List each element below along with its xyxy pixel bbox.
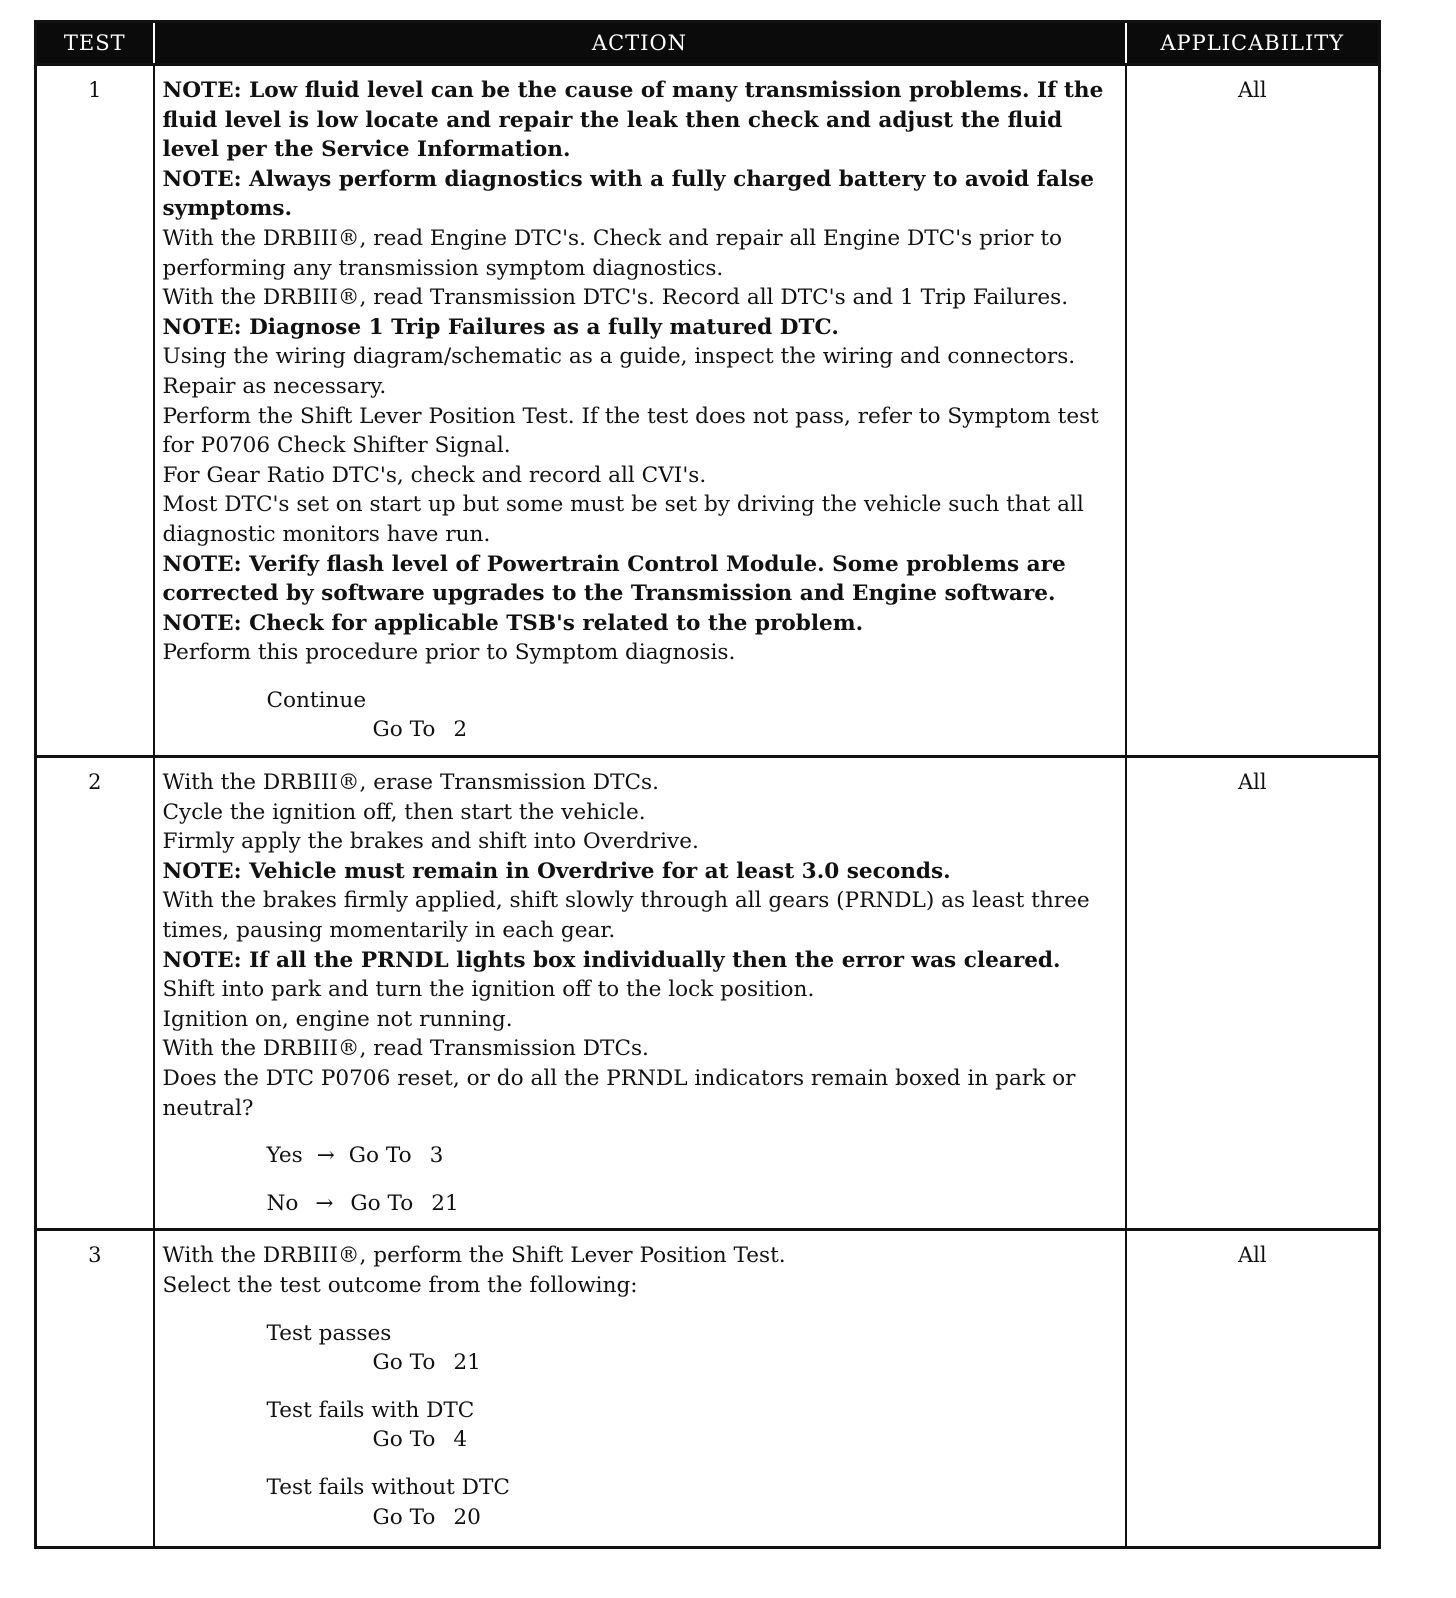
outcome-label: Test fails without DTC bbox=[266, 1474, 510, 1500]
action-cell bbox=[154, 1230, 1126, 1548]
action-line: With the DRBIII®, read Transmission DTCs. bbox=[162, 1036, 649, 1062]
answer-label: No bbox=[266, 1190, 299, 1216]
test-number: 1 bbox=[36, 65, 154, 757]
goto-target: 4 bbox=[453, 1427, 468, 1453]
right-arrow-icon: → bbox=[316, 1143, 335, 1169]
action-cell bbox=[154, 65, 1126, 757]
action-line: For Gear Ratio DTC's, check and record all CVI's. bbox=[162, 462, 707, 488]
goto-text: Go To bbox=[348, 1143, 412, 1169]
action-line: NOTE: Always perform diagnostics with a fully charged battery to avoid false symptoms. bbox=[162, 166, 1095, 222]
test-number: 3 bbox=[36, 1230, 154, 1548]
action-line: With the brakes firmly applied, shift slowly through all gears (PRNDL) as least three times, pausing momentarily in each gear. bbox=[162, 888, 1090, 944]
diagnostic-table bbox=[34, 20, 1381, 1549]
goto-link[interactable] bbox=[373, 1348, 1119, 1378]
goto-text: Go To bbox=[350, 1190, 414, 1216]
goto-text: Go To bbox=[372, 1504, 436, 1530]
goto-target: 2 bbox=[453, 717, 468, 743]
action-line: Most DTC's set on start up but some must be set by driving the vehicle such that all diagnostic monitors have run. bbox=[162, 492, 1084, 547]
goto-text: Go To bbox=[372, 1350, 436, 1376]
right-arrow-icon: → bbox=[315, 1190, 334, 1216]
table-row bbox=[36, 1230, 1380, 1548]
action-line: NOTE: Verify flash level of Powertrain Control Module. Some problems are corrected by software upgrades to the Transmission and Engine software. bbox=[162, 551, 1066, 607]
goto-target: 20 bbox=[453, 1504, 481, 1530]
table-row bbox=[36, 757, 1380, 1230]
goto-target: 21 bbox=[431, 1190, 459, 1216]
action-line: NOTE: Diagnose 1 Trip Failures as a fully matured DTC. bbox=[162, 314, 839, 340]
action-line: Shift into park and turn the ignition off to the lock position. bbox=[162, 977, 815, 1003]
action-line: NOTE: If all the PRNDL lights box individually then the error was cleared. bbox=[162, 947, 1061, 973]
header-test: TEST bbox=[36, 22, 154, 65]
action-line: Perform the Shift Lever Position Test. If the test does not pass, refer to Symptom test for P0706 Check Shifter Signal. bbox=[162, 403, 1099, 459]
action-line: With the DRBIII®, erase Transmission DTCs. bbox=[162, 770, 659, 796]
action-line: Cycle the ignition off, then start the vehicle. bbox=[162, 799, 646, 825]
action-line: Firmly apply the brakes and shift into Overdrive. bbox=[162, 829, 699, 855]
action-line: With the DRBIII®, read Engine DTC's. Check and repair all Engine DTC's prior to performing any transmission symptom diagnostics. bbox=[162, 225, 1062, 281]
goto-target: 21 bbox=[453, 1350, 481, 1376]
goto-link[interactable] bbox=[373, 1503, 1119, 1533]
goto-link[interactable] bbox=[373, 1425, 1119, 1455]
answer-label: Yes bbox=[266, 1143, 303, 1169]
action-line: Perform this procedure prior to Symptom diagnosis. bbox=[162, 640, 736, 666]
table-row bbox=[36, 65, 1380, 757]
outcome-label: Test fails with DTC bbox=[266, 1397, 475, 1423]
action-line: Ignition on, engine not running. bbox=[162, 1006, 513, 1032]
outcome bbox=[267, 1396, 1119, 1455]
outcome bbox=[267, 686, 1119, 745]
table-header bbox=[36, 22, 1380, 65]
action-line: NOTE: Low fluid level can be the cause of many transmission problems. If the fluid level is low locate and repair the leak then check and adjust the fluid level per the Service Information. bbox=[162, 78, 1104, 163]
diagnostic-sheet bbox=[34, 20, 1378, 1549]
test-number: 2 bbox=[36, 757, 154, 1230]
answer-no[interactable] bbox=[267, 1189, 1119, 1219]
applicability-value: All bbox=[1126, 65, 1380, 757]
action-line: With the DRBIII®, perform the Shift Lever Position Test. bbox=[162, 1243, 786, 1269]
answer-yes[interactable] bbox=[267, 1141, 1119, 1171]
outcome-label: Test passes bbox=[266, 1320, 392, 1346]
header-action: ACTION bbox=[154, 22, 1126, 65]
goto-link[interactable] bbox=[373, 715, 1119, 745]
action-line: NOTE: Vehicle must remain in Overdrive for at least 3.0 seconds. bbox=[162, 858, 951, 884]
action-line: NOTE: Check for applicable TSB's related to the problem. bbox=[162, 610, 864, 636]
outcome-label: Continue bbox=[266, 687, 367, 713]
goto-target: 3 bbox=[429, 1143, 444, 1169]
applicability-value: All bbox=[1126, 1230, 1380, 1548]
goto-text: Go To bbox=[372, 717, 436, 743]
outcome bbox=[267, 1319, 1119, 1378]
action-line: With the DRBIII®, read Transmission DTC's. Record all DTC's and 1 Trip Failures. bbox=[162, 285, 1069, 311]
applicability-value: All bbox=[1126, 757, 1380, 1230]
action-line: Select the test outcome from the following: bbox=[162, 1272, 638, 1298]
action-line: Does the DTC P0706 reset, or do all the PRNDL indicators remain boxed in park or neutral? bbox=[162, 1066, 1076, 1121]
goto-text: Go To bbox=[372, 1427, 436, 1453]
header-applicability: APPLICABILITY bbox=[1126, 22, 1380, 65]
action-line: Using the wiring diagram/schematic as a guide, inspect the wiring and connectors. Repair as necessary. bbox=[162, 344, 1076, 399]
action-cell bbox=[154, 757, 1126, 1230]
outcome bbox=[267, 1473, 1119, 1532]
